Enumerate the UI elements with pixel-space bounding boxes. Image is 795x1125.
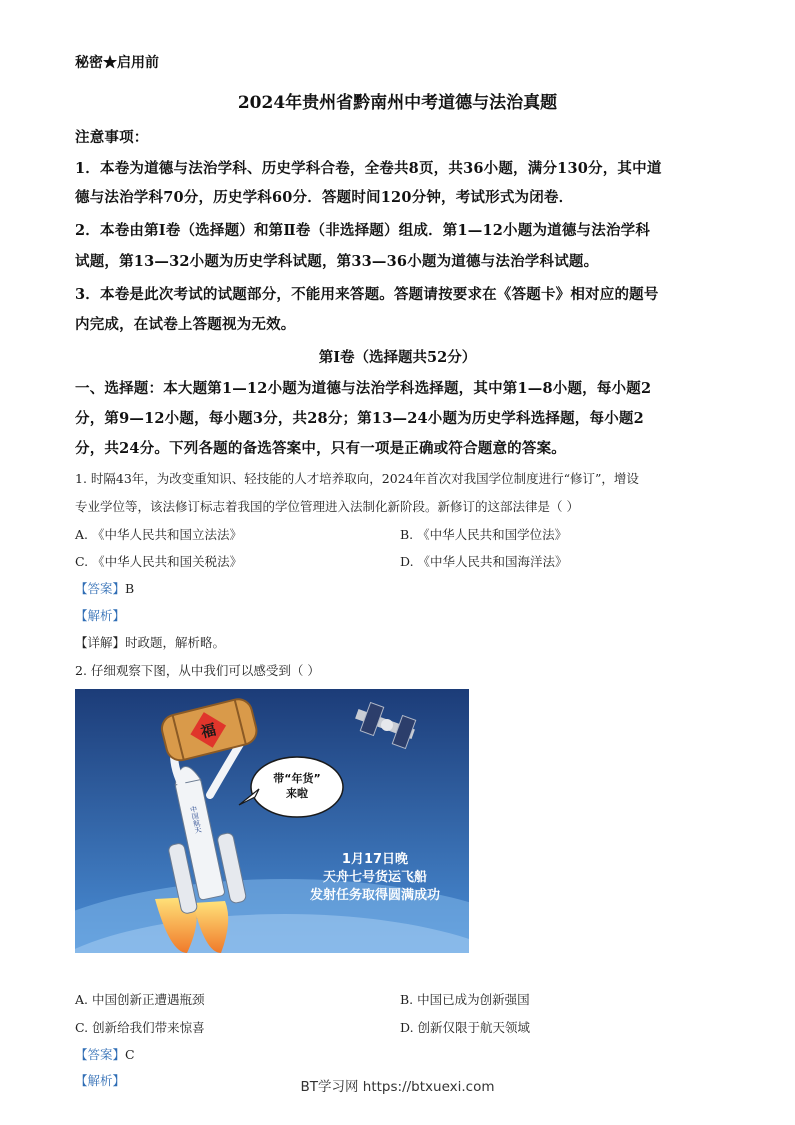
answer-label: 【答案】C xyxy=(75,1047,135,1062)
answer-bracket: 【答案】 xyxy=(75,1047,126,1062)
question-stem: 2. 仔细观察下图，从中我们可以感受到（ ） xyxy=(75,663,320,678)
answer-text: 【答案】B xyxy=(75,581,135,596)
answer-bracket: 【答案】 xyxy=(75,581,126,596)
question-stem: 专业学位等，该法修订标志着我国的学位管理进入法制化新阶段。新修订的这部法律是（ ） xyxy=(75,499,579,514)
notice-line: 试题，第13—32小题为历史学科试题，第33—36小题为道德与法治学科试题。 xyxy=(75,253,599,270)
option-d: D. 《中华人民共和国海洋法》 xyxy=(400,554,568,569)
instruction-line: 分，第9—12小题，每小题3分，共28分；第13—24小题为历史学科选择题，每小题2 xyxy=(75,410,644,427)
instruction-line: 一、选择题：本大题第1—12小题为道德与法治学科选择题，其中第1—8小题，每小题2 xyxy=(75,380,652,397)
notice-line: 2．本卷由第Ⅰ卷（选择题）和第Ⅱ卷（非选择题）组成．第1—12小题为道德与法治学科 xyxy=(75,222,651,239)
option-a: A. 中国创新正遭遇瓶颈 xyxy=(75,992,205,1007)
fu-character: 福 xyxy=(199,720,218,742)
answer-label xyxy=(75,579,134,597)
notice-line: 1．本卷为道德与法治学科、历史学科合卷，全卷共8页，共36小题，满分130分，其中道 xyxy=(75,160,662,177)
confidential-mark: 秘密★启用前 xyxy=(75,55,159,71)
caption-line-3: 发射任务取得圆满成功 xyxy=(309,888,441,903)
option-d: D. 创新仅限于航天领域 xyxy=(400,1020,531,1035)
analysis-label: 【解析】 xyxy=(75,1073,126,1088)
option-a: A. 《中华人民共和国立法法》 xyxy=(75,527,242,542)
option-c: C. 《中华人民共和国关税法》 xyxy=(75,554,243,569)
section-title: 第Ⅰ卷（选择题共52分） xyxy=(318,349,477,366)
notice-line: 内完成，在试卷上答题视为无效。 xyxy=(75,316,296,333)
analysis-label: 【解析】 xyxy=(75,608,126,623)
instruction-line: 分，共24分。下列各题的备选答案中，只有一项是正确或符合题意的答案。 xyxy=(75,440,566,457)
bubble-line-2: 来啦 xyxy=(286,787,308,800)
detail-text: 【详解】时政题，解析略。 xyxy=(75,635,226,650)
site-footer: BT学习网 https://btxuexi.com xyxy=(300,1079,495,1095)
notice-heading: 注意事项： xyxy=(75,129,149,146)
option-b: B. 《中华人民共和国学位法》 xyxy=(400,527,568,542)
caption-line-1: 1月17日晚 xyxy=(341,852,409,867)
notice-line: 德与法治学科70分，历史学科60分．答题时间120分钟，考试形式为闭卷． xyxy=(75,189,574,206)
exam-title: 2024年贵州省黔南州中考道德与法治真题 xyxy=(237,93,558,113)
option-b: B. 中国已成为创新强国 xyxy=(400,992,530,1007)
notice-line: 3．本卷是此次考试的试题部分，不能用来答题。答题请按要求在《答题卡》相对应的题号 xyxy=(75,286,659,303)
caption-line-2: 天舟七号货运飞船 xyxy=(322,870,428,885)
option-c: C. 创新给我们带来惊喜 xyxy=(75,1020,205,1035)
question-stem: 1. 时隔43年，为改变重知识、轻技能的人才培养取向，2024年首次对我国学位制度进行“修订”，增设 xyxy=(75,471,639,486)
bubble-line-1: 带“年货” xyxy=(273,772,321,785)
rocket-illustration xyxy=(75,689,469,953)
rocket-label: 中国航天 xyxy=(189,804,203,834)
